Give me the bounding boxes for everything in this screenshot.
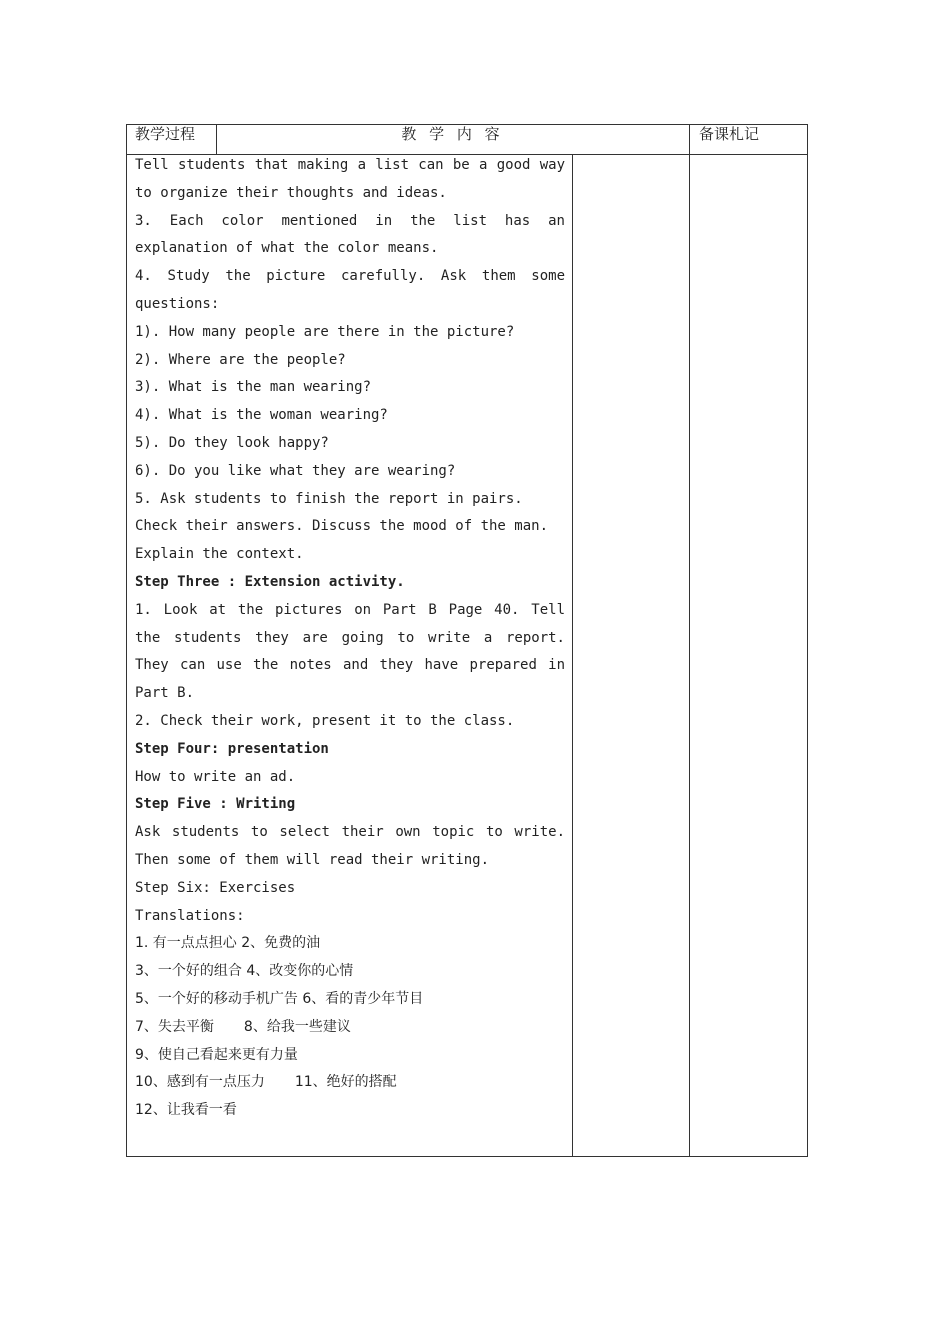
- content-line: the students they are going to write a report.: [135, 629, 565, 646]
- content-line: 6). Do you like what they are wearing?: [135, 462, 456, 479]
- translation-line: 1. 有一点点担心 2、免费的油: [135, 935, 321, 952]
- header-lesson-notes: 备课札记: [699, 125, 760, 143]
- translation-line: 9、使自己看起来更有力量: [135, 1046, 298, 1063]
- content-line: 4. Study the picture carefully. Ask them some: [135, 268, 565, 285]
- translation-item: 8、给我一些建议: [243, 1018, 351, 1035]
- step-heading: Step Five : Writing: [135, 796, 296, 813]
- step-heading: Step Four: presentation: [135, 740, 329, 757]
- content-line: Tell students that making a list can be a good way: [135, 157, 565, 173]
- content-line: to organize their thoughts and ideas.: [135, 184, 447, 201]
- col-divider-content: [572, 154, 573, 1157]
- translation-item: 7、失去平衡: [135, 1018, 214, 1035]
- content-line: 3). What is the man wearing?: [135, 379, 372, 396]
- content-line: 2). Where are the people?: [135, 351, 346, 368]
- content-line: Part B.: [135, 685, 195, 702]
- content-line: Translations:: [135, 907, 245, 924]
- content-line: Check their answers. Discuss the mood of the man.: [135, 518, 549, 535]
- translation-line: [135, 1069, 565, 1097]
- content-line: Then some of them will read their writing.: [135, 851, 490, 868]
- content-line: Ask students to select their own topic to write.: [135, 824, 565, 841]
- table-border-right: [807, 124, 808, 1157]
- content-line: How to write an ad.: [135, 768, 296, 785]
- step-heading: Step Three : Extension activity.: [135, 573, 405, 590]
- content-line: They can use the notes and they have prepared in: [135, 657, 565, 674]
- translation-line: [135, 1014, 565, 1042]
- translation-line: 3、一个好的组合 4、改变你的心情: [135, 963, 354, 980]
- content-line: explanation of what the color means.: [135, 240, 439, 257]
- translation-line: 12、让我看一看: [135, 1102, 237, 1119]
- content-line: 5). Do they look happy?: [135, 434, 329, 451]
- content-line: 3. Each color mentioned in the list has an: [135, 212, 565, 229]
- content-line: 4). What is the woman wearing?: [135, 407, 388, 424]
- content-line: 2. Check their work, present it to the class.: [135, 712, 515, 729]
- translation-item: 11、绝好的搭配: [294, 1074, 397, 1091]
- content-line: 1. Look at the pictures on Part B Page 40. Tell: [135, 601, 565, 618]
- translation-line: 5、一个好的移动手机广告 6、看的青少年节目: [135, 990, 424, 1007]
- content-line: 5. Ask students to finish the report in pairs.: [135, 490, 523, 507]
- table-border-bottom: [126, 1156, 808, 1157]
- content-line: Explain the context.: [135, 546, 304, 563]
- content-line: 1). How many people are there in the picture?: [135, 323, 515, 340]
- header-teaching-process: 教学过程: [135, 125, 196, 143]
- table-border-left: [126, 124, 127, 1157]
- content-line: questions:: [135, 295, 220, 312]
- content-line: Step Six: Exercises: [135, 879, 296, 896]
- col-divider-notes: [689, 124, 690, 1157]
- header-teaching-content: 教 学 内 容: [401, 125, 504, 143]
- translation-item: 10、感到有一点压力: [135, 1074, 265, 1091]
- teaching-content: [135, 152, 565, 1125]
